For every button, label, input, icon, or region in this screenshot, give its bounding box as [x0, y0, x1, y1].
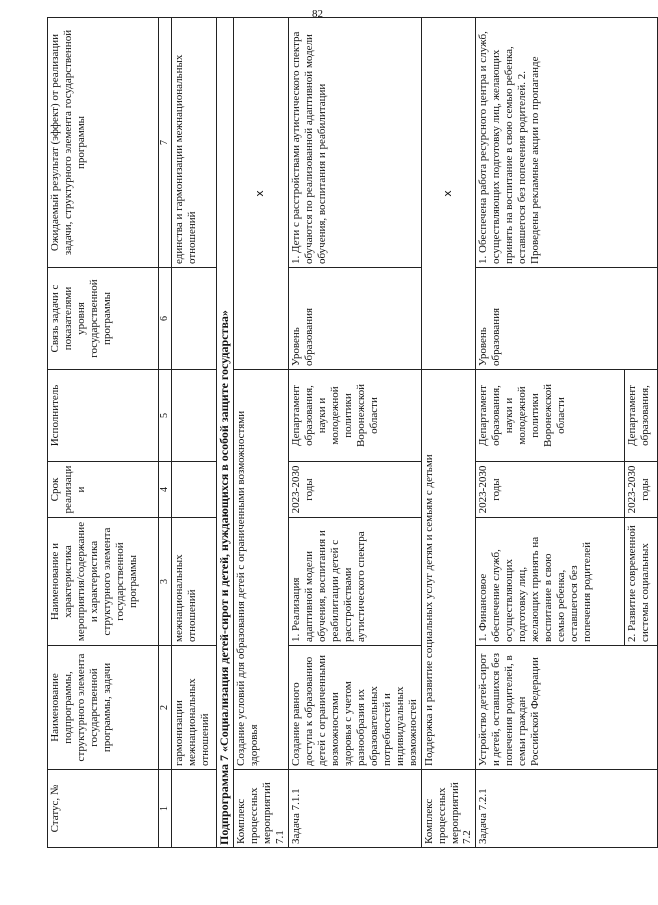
subprogram-title: Подпрограмма 7 «Социализация детей-сирот и детей, нуждающихся в особой защите государства» [217, 18, 234, 848]
task-7-1-1-result: 1. Дети с расстройствами аутистического спектра обучаются по реализованной адаптивной модели обучения, воспитания и реабилитации [288, 18, 421, 268]
cont-status [172, 770, 217, 848]
complex-7-1-row [234, 18, 289, 848]
continuation-row [172, 18, 217, 848]
col-num-7: 7 [159, 18, 172, 268]
complex-7-2-link: x [421, 18, 476, 370]
task-7-1-1-executor: Департамент образования, науки и молодежной политики Воронежской области [288, 370, 421, 462]
col-num-5: 5 [159, 370, 172, 462]
task-7-2-1-executor-1: Департамент образования, науки и молодежной политики Воронежской области [476, 370, 625, 462]
col-num-1: 1 [159, 770, 172, 848]
header-status: Статус, № [48, 770, 159, 848]
task-7-2-1-status: Задача 7.2.1 [476, 770, 658, 848]
task-7-1-1-row [288, 18, 421, 848]
col-num-6: 6 [159, 268, 172, 370]
col-num-4: 4 [159, 462, 172, 518]
rotated-table-page [47, 18, 652, 848]
cont-result: единства и гармонизации межнациональных отношений [172, 18, 217, 268]
page-number: 82 [312, 8, 323, 20]
complex-7-1-name: Создание условий для образования детей с ограниченными возможностями здоровья [234, 370, 289, 770]
complex-7-1-status: Комплекс процессных мероприятий 7.1 [234, 770, 289, 848]
cont-link [172, 268, 217, 370]
complex-7-2-name: Поддержка и развитие социальных услуг детям и семьям с детьми [421, 370, 476, 770]
task-7-2-1-period-2: 2023-2030 годы [625, 462, 658, 518]
task-7-2-1-link: Уровень образования [476, 268, 658, 370]
complex-7-1-link: x [234, 18, 289, 370]
task-7-2-1-result: 1. Обеспечена работа ресурсного центра и служб, осуществляющих подготовку лиц, желающих принять на воспитание в свою семью ребенка, оставшегося без попечения родителей. 2. Проведены рекламные акции по пропаганде [476, 18, 658, 268]
cont-event: межнациональных отношений [172, 518, 217, 646]
header-link: Связь задачи с показателями уровня государственной программы [48, 268, 159, 370]
header-executor: Исполнитель [48, 370, 159, 462]
task-7-2-1-name: Устройство детей-сирот и детей, оставшихся без попечения родителей, в семьи граждан Российской Федерации [476, 646, 658, 770]
task-7-1-1-name: Создание равного доступа к образованию детей с ограниченными возможностями здоровья с учетом разнообразия их образовательных потребностей и индивидуальных возможностей [288, 646, 421, 770]
task-7-1-1-event: 1. Реализация адаптивной модели обучения, воспитания и реабилитации детей с расстройствами аутистического спектра [288, 518, 421, 646]
col-num-2: 2 [159, 646, 172, 770]
task-7-1-1-link: Уровень образования [288, 268, 421, 370]
header-event: Наименование и характеристика мероприятия/содержание и характеристика структурного элемента государственной программы [48, 518, 159, 646]
col-num-3: 3 [159, 518, 172, 646]
cont-name: гармонизации межнациональных отношений [172, 646, 217, 770]
task-7-2-1-row [476, 18, 625, 848]
program-table [47, 17, 658, 848]
column-number-row [159, 18, 172, 848]
header-row [48, 18, 159, 848]
task-7-2-1-executor-2: Департамент образования, [625, 370, 658, 462]
task-7-2-1-event-2: 2. Развитие современной системы социальных [625, 518, 658, 646]
task-7-1-1-period: 2023-2030 годы [288, 462, 421, 518]
complex-7-2-row [421, 18, 476, 848]
cont-period [172, 462, 217, 518]
header-result: Ожидаемый результат (эффект) от реализации задачи, структурного элемента государственной программы [48, 18, 159, 268]
header-period: Срок реализации [48, 462, 159, 518]
task-7-2-1-event-1: 1. Финансовое обеспечение служб, осуществляющих подготовку лиц, желающих принять на воспитание в свою семью ребенка, оставшегося без попечения родителей [476, 518, 625, 646]
header-name: Наименование подпрограммы, структурного элемента государственной программы, задачи [48, 646, 159, 770]
task-7-1-1-status: Задача 7.1.1 [288, 770, 421, 848]
complex-7-2-status: Комплекс процессных мероприятий 7.2 [421, 770, 476, 848]
task-7-2-1-period-1: 2023-2030 годы [476, 462, 625, 518]
subprogram-row [217, 18, 234, 848]
cont-executor [172, 370, 217, 462]
